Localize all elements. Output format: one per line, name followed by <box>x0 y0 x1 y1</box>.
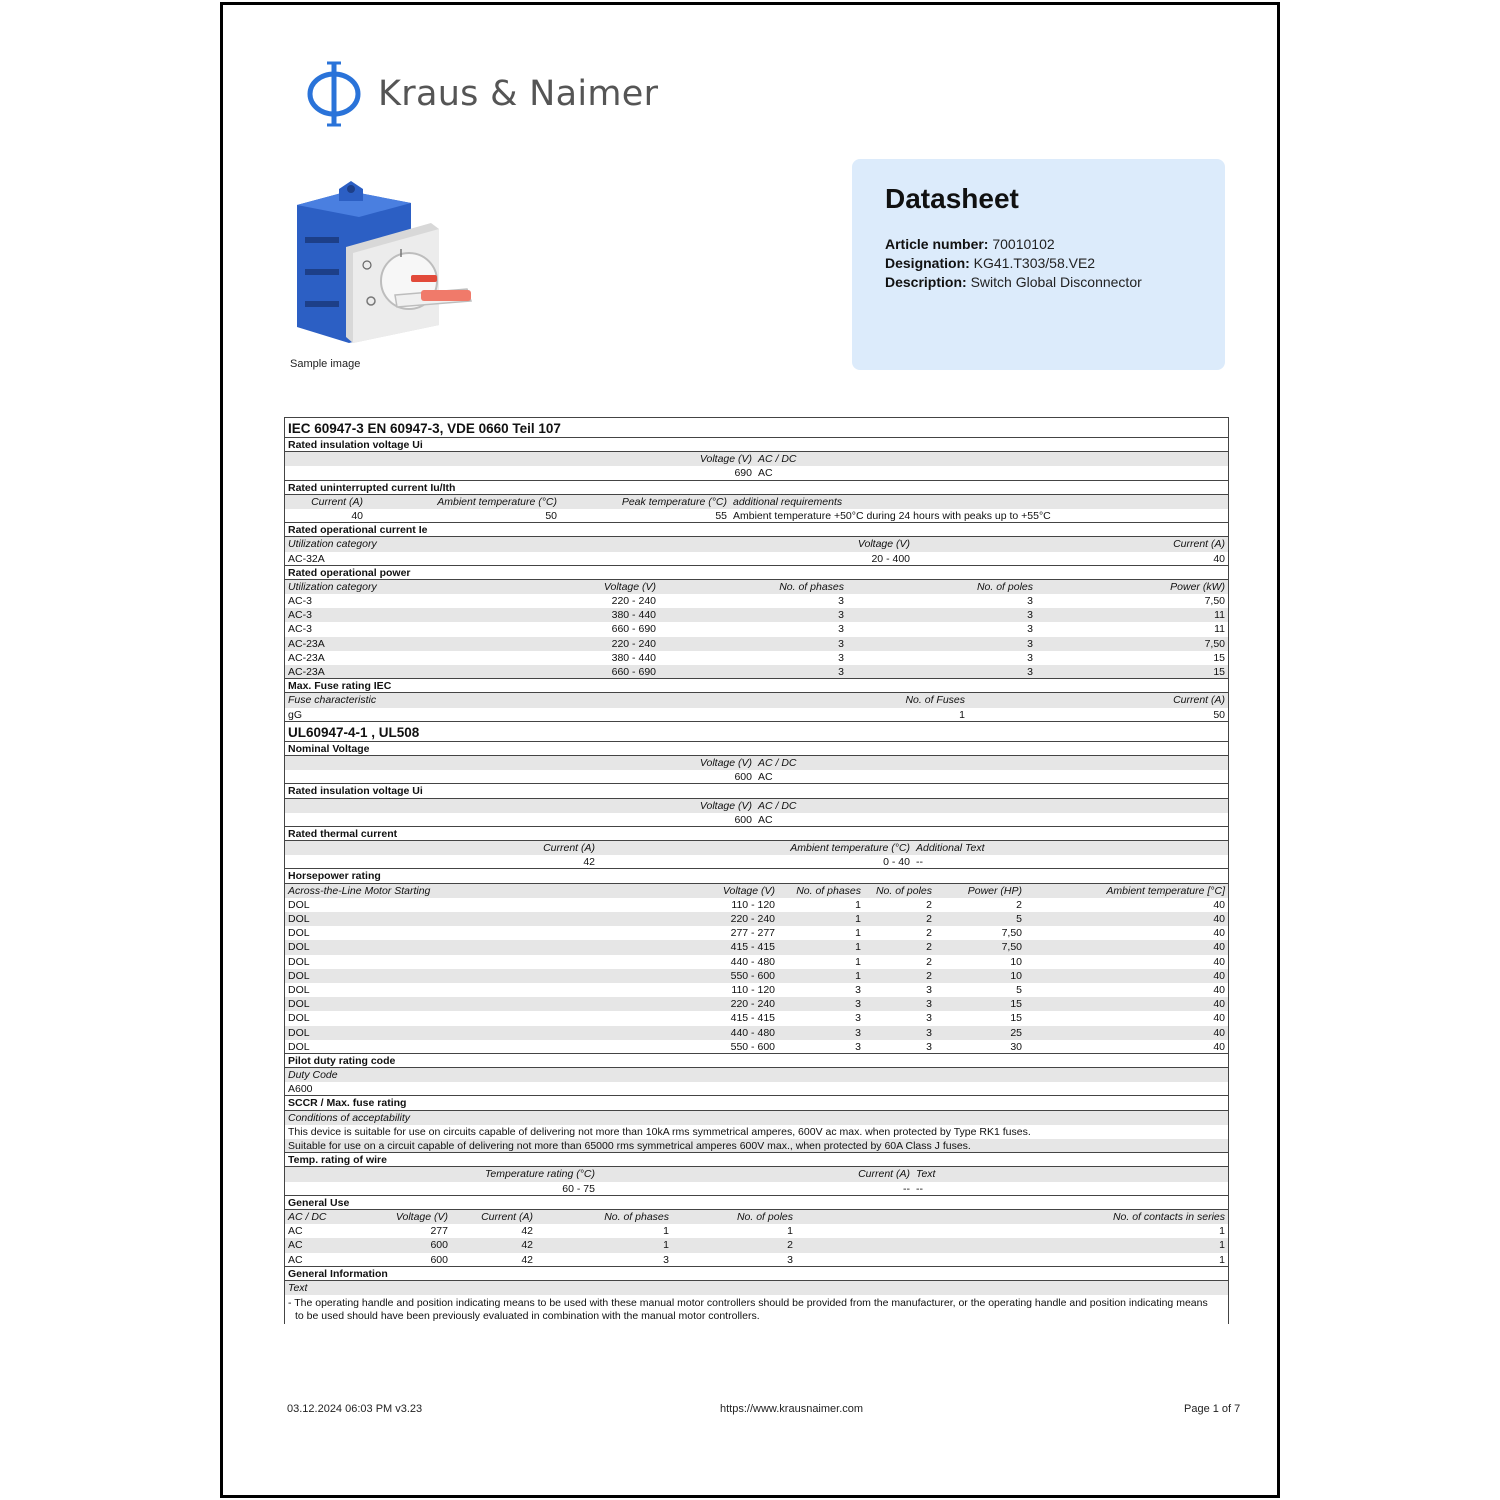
subsection-wire-temp: Temp. rating of wire <box>285 1153 1228 1167</box>
description: Description: Switch Global Disconnector <box>885 274 1142 290</box>
table-cell: 10 <box>1010 969 1022 982</box>
table-cell: 2 <box>926 898 932 911</box>
table-cell: 220 - 240 <box>730 913 775 925</box>
table-cell: 440 - 480 <box>730 1026 775 1039</box>
table-header: Utilization category Voltage (V) Current (A) <box>285 537 1228 551</box>
table-row: 600 AC <box>285 770 1228 784</box>
table-cell: 3 <box>926 998 932 1011</box>
table-cell: DOL <box>288 927 310 940</box>
table-cell: 15 <box>1010 1012 1022 1025</box>
subsection-insulation-iec: Rated insulation voltage Ui <box>285 438 1228 452</box>
table-header: Fuse characteristic No. of Fuses Current (A) <box>285 693 1228 707</box>
table-row: gG 1 50 <box>285 708 1228 722</box>
table-header: Duty Code <box>285 1068 1228 1082</box>
table-cell: 440 - 480 <box>730 955 775 968</box>
section-title-ul: UL60947-4-1 , UL508 <box>285 722 1228 742</box>
table-cell: 15 <box>1010 998 1022 1011</box>
datasheet-page <box>220 2 1280 1498</box>
table-cell: DOL <box>288 969 310 982</box>
table-row <box>285 1040 1228 1054</box>
table-row: A600 <box>285 1082 1228 1096</box>
table-cell: 40 <box>1213 983 1225 996</box>
table-row: AC 277 42 1 1 1 <box>288 1225 1225 1238</box>
table-row <box>285 1011 1228 1025</box>
table-cell: 5 <box>1016 913 1022 925</box>
table-cell: 1 <box>855 955 861 968</box>
datasheet-info-box <box>852 159 1225 370</box>
table-cell: 40 <box>1213 1026 1225 1039</box>
phi-logo-icon <box>305 59 365 129</box>
company-logo <box>305 59 665 131</box>
table-cell: 3 <box>926 1026 932 1039</box>
table-cell: 2 <box>926 955 932 968</box>
table-cell: 1 <box>855 941 861 954</box>
table-row: 600 AC <box>285 813 1228 827</box>
footer-timestamp: 03.12.2024 06:03 PM v3.23 <box>287 1403 423 1415</box>
table-cell: 40 <box>1213 898 1225 911</box>
table-cell: 3 <box>855 983 861 996</box>
horsepower-rows <box>285 898 1228 1054</box>
table-header: Current (A) Ambient temperature (°C) Peak temperature (°C) additional requirements <box>285 495 1228 509</box>
subsection-fuse-rating-iec: Max. Fuse rating IEC <box>285 679 1228 693</box>
table-cell: 415 - 415 <box>730 941 775 954</box>
table-row <box>285 997 1228 1011</box>
general-information-text: - The operating handle and position indicating means to be used with these manual motor controllers should be provided from the manufacturer, or the operating handle and position indicating means to be used should have been previously evaluated in combination with the manual motor controllers. <box>288 1297 1208 1323</box>
table-cell: DOL <box>288 898 310 911</box>
specification-table <box>284 417 1229 1324</box>
table-row: AC-23A 380 - 440 3 3 15 <box>288 651 1225 664</box>
table-cell: DOL <box>288 983 310 996</box>
table-row: AC-23A 220 - 240 3 3 7,50 <box>285 637 1228 651</box>
table-cell: 25 <box>1010 1026 1022 1039</box>
table-row <box>285 983 1228 997</box>
table-cell: DOL <box>288 955 310 968</box>
table-cell: 3 <box>926 983 932 996</box>
table-cell: 2 <box>926 941 932 954</box>
table-row <box>285 969 1228 983</box>
table-cell: 277 - 277 <box>730 927 775 940</box>
table-cell: 1 <box>855 898 861 911</box>
table-cell: 7,50 <box>1001 927 1022 940</box>
table-row <box>285 912 1228 926</box>
table-cell: 40 <box>1213 927 1225 940</box>
table-cell: 40 <box>1213 998 1225 1011</box>
table-cell: 40 <box>1213 1040 1225 1053</box>
table-row: AC-3 220 - 240 3 3 7,50 <box>288 595 1225 608</box>
image-caption: Sample image <box>290 358 361 370</box>
table-cell: DOL <box>288 1012 310 1025</box>
subsection-thermal-current: Rated thermal current <box>285 827 1228 841</box>
table-cell: 1 <box>855 969 861 982</box>
table-header: Current (A) Ambient temperature (°C) Additional Text <box>285 841 1228 855</box>
table-header: Across-the-Line Motor Starting Voltage (V) No. of phases No. of poles Power (HP) Ambient temperature [°C] <box>285 884 1228 898</box>
table-cell: 2 <box>1016 898 1022 911</box>
table-header: Temperature rating (°C) Current (A) Text <box>285 1167 1228 1181</box>
subsection-general-information: General Information <box>285 1267 1228 1281</box>
table-header: AC / DC Voltage (V) Current (A) No. of phases No. of poles No. of contacts in series <box>285 1210 1228 1224</box>
table-cell: 220 - 240 <box>730 998 775 1011</box>
table-cell: 3 <box>855 1012 861 1025</box>
table-row: 40 50 55 Ambient temperature +50°C during 24 hours with peaks up to +55°C <box>285 509 1228 523</box>
table-cell: 2 <box>926 969 932 982</box>
table-row <box>285 940 1228 954</box>
table-cell: 3 <box>926 1012 932 1025</box>
footer-website-link[interactable]: https://www.krausnaimer.com <box>720 1403 864 1415</box>
table-cell: 2 <box>926 913 932 925</box>
article-number: Article number: 70010102 <box>885 236 1055 252</box>
table-cell: DOL <box>288 1026 310 1039</box>
table-row: AC 600 42 3 3 1 <box>285 1253 1228 1267</box>
table-cell: 3 <box>926 1040 932 1053</box>
table-row <box>285 926 1228 940</box>
table-header: Voltage (V) AC / DC <box>285 756 1228 770</box>
subsection-pilot-duty: Pilot duty rating code <box>285 1054 1228 1068</box>
table-cell: 3 <box>855 998 861 1011</box>
table-row: Suitable for use on a circuit capable of delivering not more than 65000 rms symmetrical amperes 600V max., when protected by 60A Class J fuses. <box>285 1139 1228 1153</box>
table-cell: 40 <box>1213 941 1225 954</box>
footer-page-number: Page 1 of 7 <box>1184 1403 1241 1415</box>
table-cell: 10 <box>1010 955 1022 968</box>
table-cell: 1 <box>855 913 861 925</box>
table-row <box>285 1026 1228 1040</box>
table-cell: 7,50 <box>1001 941 1022 954</box>
subsection-nominal-voltage: Nominal Voltage <box>285 742 1228 756</box>
table-row: 690 AC <box>285 466 1228 480</box>
table-row: AC-32A 20 - 400 40 <box>285 552 1228 566</box>
table-row: AC-3 660 - 690 3 3 11 <box>288 623 1225 636</box>
subsection-general-use: General Use <box>285 1196 1228 1210</box>
table-cell: 415 - 415 <box>730 1012 775 1025</box>
table-cell: DOL <box>288 998 310 1011</box>
table-cell: 40 <box>1213 1012 1225 1025</box>
subsection-operational-power: Rated operational power <box>285 566 1228 580</box>
table-cell: DOL <box>288 913 310 925</box>
subsection-operational-current: Rated operational current Ie <box>285 523 1228 537</box>
subsection-sccr: SCCR / Max. fuse rating <box>285 1096 1228 1110</box>
table-row: AC-3 380 - 440 3 3 11 <box>285 608 1228 622</box>
table-row: 42 0 - 40 -- <box>285 855 1228 869</box>
table-cell: 5 <box>1016 983 1022 996</box>
table-header: Utilization category Voltage (V) No. of phases No. of poles Power (kW) <box>285 580 1228 594</box>
table-cell: 1 <box>855 927 861 940</box>
table-header: Text <box>285 1281 1228 1295</box>
table-cell: 550 - 600 <box>730 1040 775 1053</box>
table-cell: 110 - 120 <box>731 983 775 996</box>
subsection-uninterrupted-current: Rated uninterrupted current Iu/Ith <box>285 481 1228 495</box>
table-cell: 40 <box>1213 969 1225 982</box>
table-row <box>285 898 1228 912</box>
table-cell: 550 - 600 <box>730 969 775 982</box>
designation: Designation: KG41.T303/58.VE2 <box>885 255 1096 271</box>
table-row: AC-23A 660 - 690 3 3 15 <box>285 665 1228 679</box>
table-cell: 30 <box>1010 1040 1022 1053</box>
table-cell: 40 <box>1213 955 1225 968</box>
table-cell: DOL <box>288 941 310 954</box>
table-row: 60 - 75 -- -- <box>285 1182 1228 1196</box>
table-row: AC 600 42 1 2 1 <box>285 1238 1228 1252</box>
table-row <box>285 955 1228 969</box>
table-cell: 110 - 120 <box>731 898 775 911</box>
datasheet-title: Datasheet <box>885 183 1019 214</box>
table-header: Conditions of acceptability <box>285 1111 1228 1125</box>
table-row: This device is suitable for use on circuits capable of delivering not more than 10kA rms symmetrical amperes, 600V ac max. when protected by Type RK1 fuses. <box>288 1125 1031 1138</box>
table-cell: DOL <box>288 1040 310 1053</box>
logo-text: Kraus & Naimer <box>378 74 659 114</box>
table-cell: 3 <box>855 1026 861 1039</box>
section-title-iec: IEC 60947-3 EN 60947-3, VDE 0660 Teil 107 <box>285 418 1228 438</box>
table-cell: 2 <box>926 927 932 940</box>
table-header: Voltage (V) AC / DC <box>285 799 1228 813</box>
product-image <box>291 177 477 343</box>
table-cell: 40 <box>1213 913 1225 925</box>
table-header: Voltage (V) AC / DC <box>285 452 1228 466</box>
table-cell: 3 <box>855 1040 861 1053</box>
subsection-insulation-ul: Rated insulation voltage Ui <box>285 784 1228 798</box>
subsection-horsepower-rating: Horsepower rating <box>285 869 1228 883</box>
